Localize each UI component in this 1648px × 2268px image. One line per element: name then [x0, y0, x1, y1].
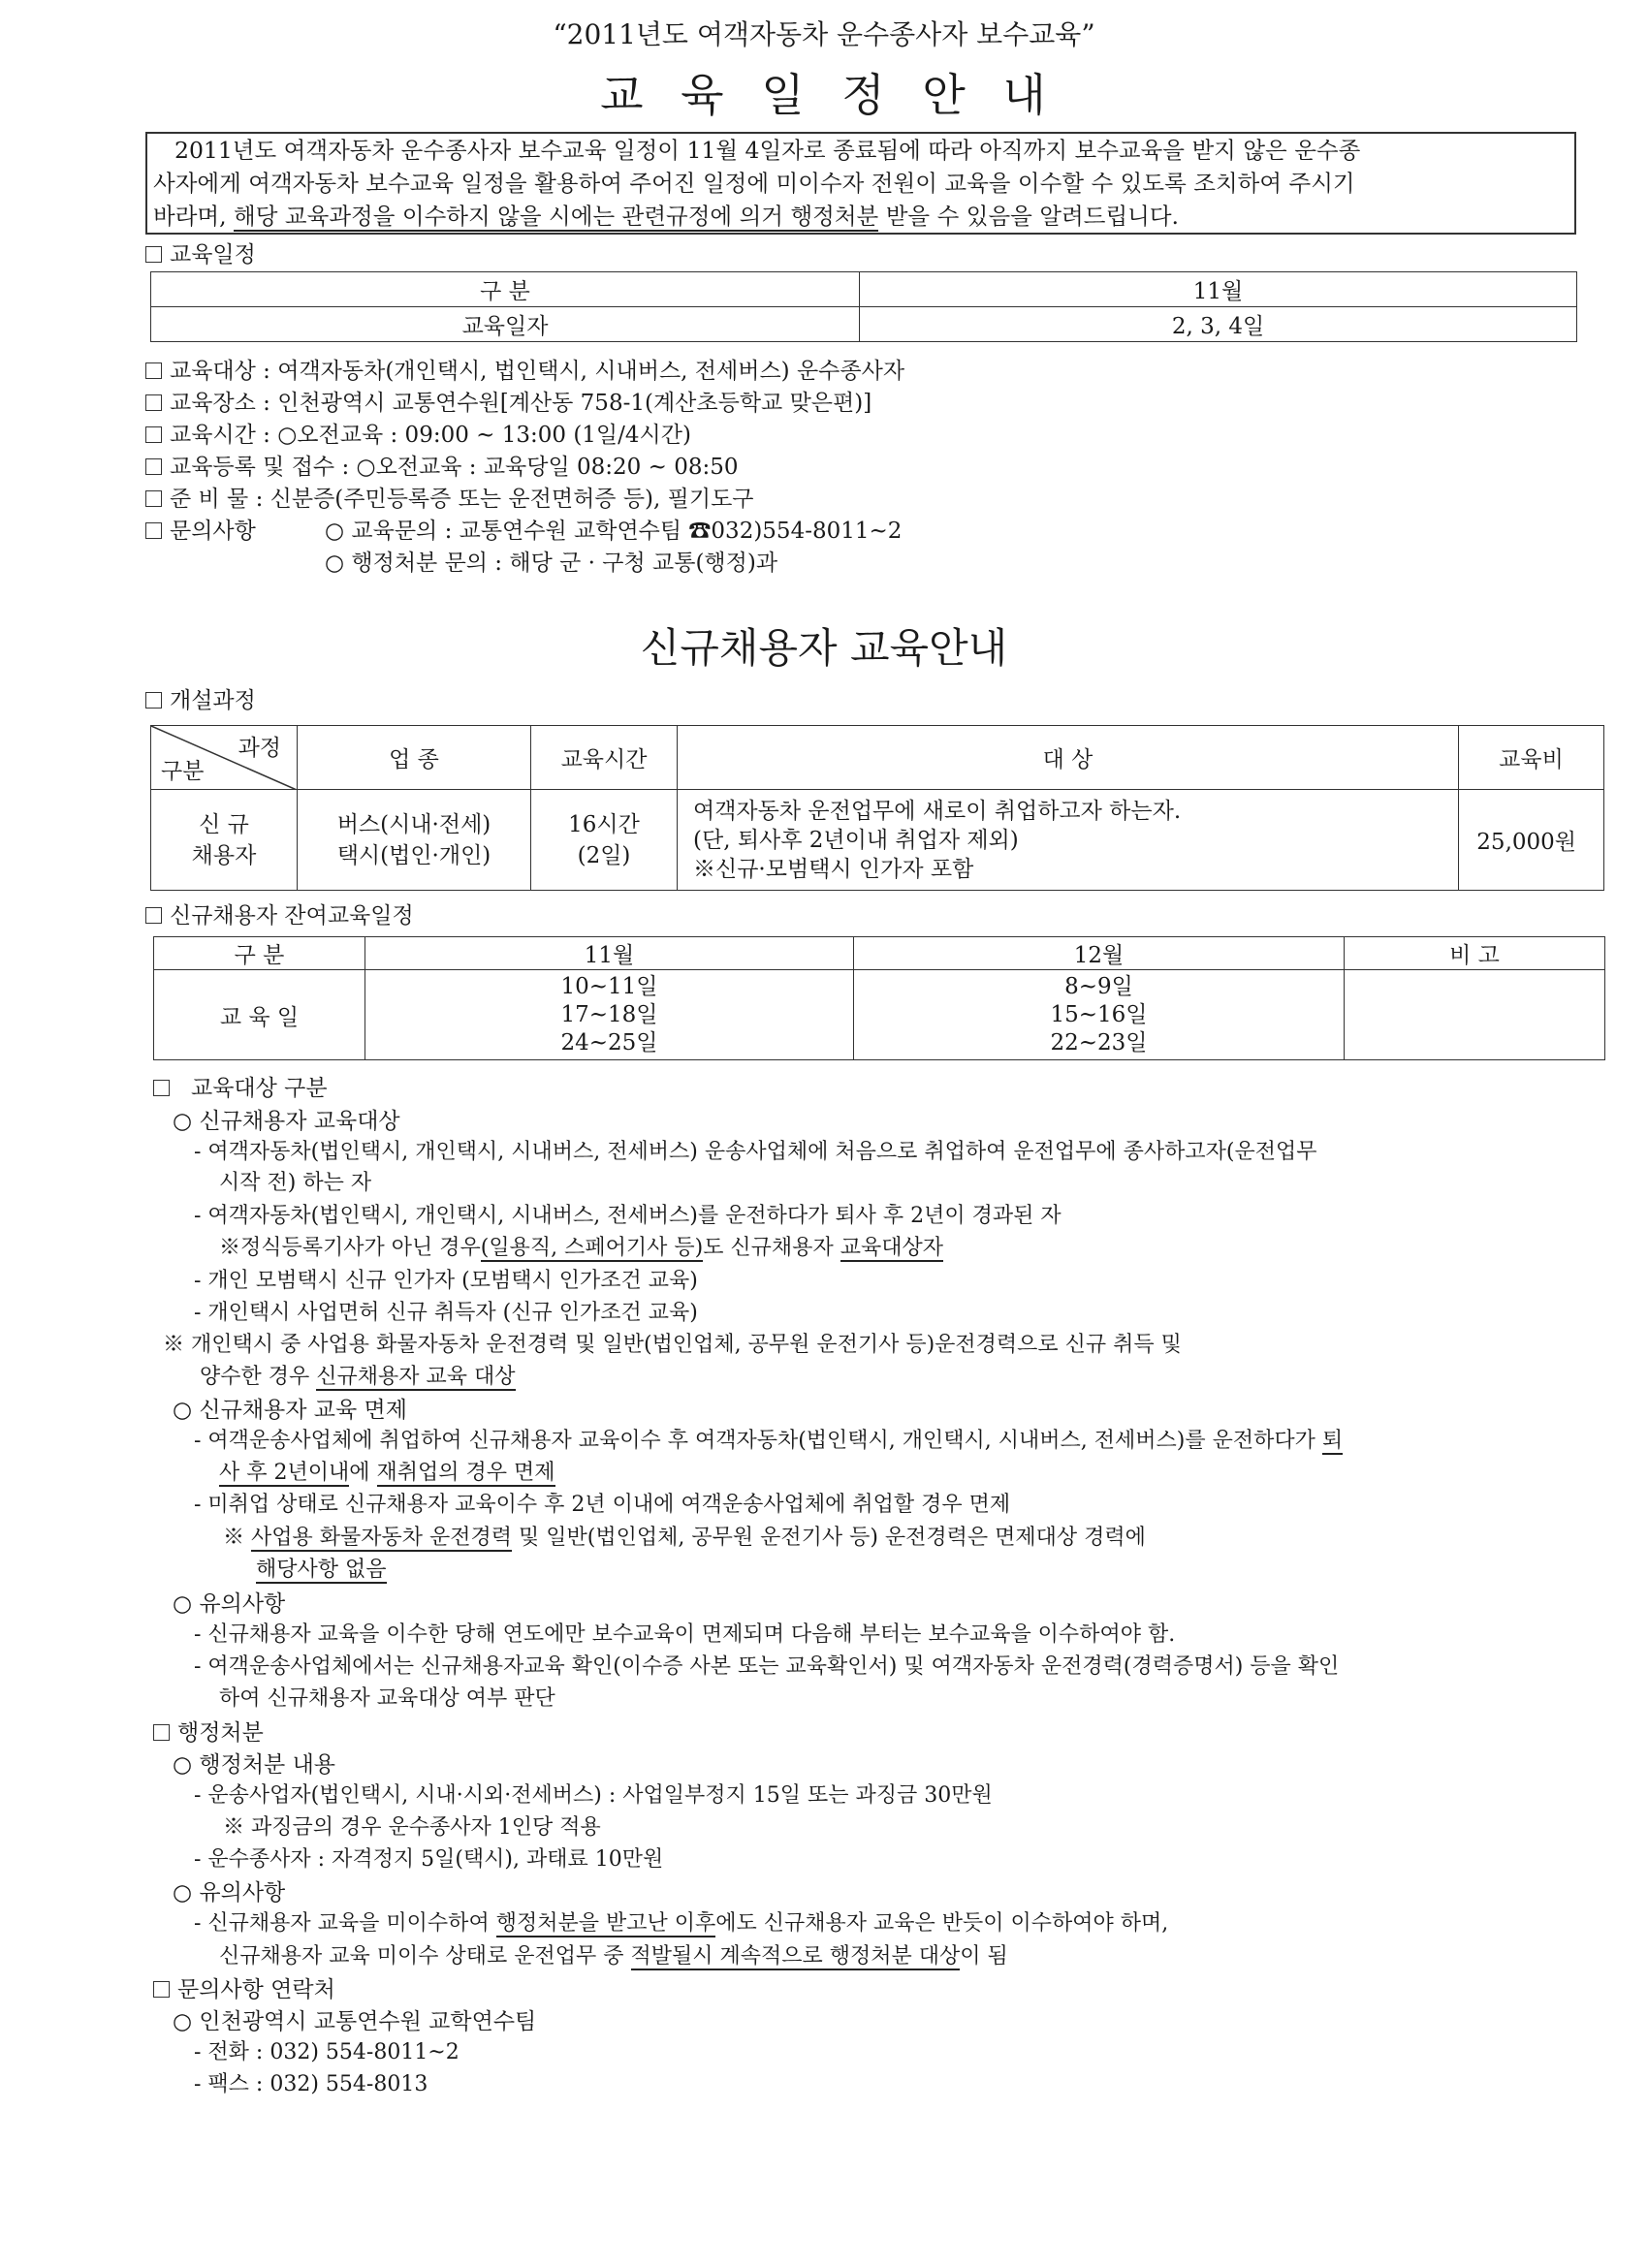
penalty-line: - 운송사업자(법인택시, 시내·시외·전세버스) : 사업일부정지 15일 또는 과징금 30만원	[194, 1783, 993, 1808]
remain-heading	[145, 898, 414, 929]
corner-top-label: 과정	[238, 736, 281, 761]
info-line	[145, 353, 904, 385]
table-cell	[531, 790, 678, 891]
date-text: 10~11일	[560, 973, 658, 999]
section-title: 신규채용자 교육안내	[640, 624, 1008, 672]
table-cell: 2, 3, 4일	[860, 307, 1577, 342]
table-cell	[298, 790, 531, 891]
info-line	[145, 449, 738, 481]
table-header-cell: 구 분	[154, 937, 365, 970]
penalty-line	[219, 1939, 1008, 1969]
intro-text: 바라며,	[153, 203, 235, 230]
target-line: - 여객자동차(법인택시, 개인택시, 시내버스, 전세버스)를 운전하다가 퇴사 후 2년이 경과된 자	[194, 1204, 1062, 1228]
checkbox-icon	[145, 246, 162, 263]
checkbox-icon	[153, 1724, 170, 1741]
target-line: - 신규채용자 교육을 이수한 당해 연도에만 보수교육이 면제되며 다음해 부터는 보수교육을 이수하여야 함.	[194, 1622, 1176, 1647]
table-header-cell: 대 상	[678, 726, 1459, 790]
corner-bottom-label: 구분	[161, 759, 205, 784]
table-header-cell: 12월	[854, 937, 1345, 970]
info-text: 교육등록 및 접수 : ○오전교육 : 교육당일 08:20 ~ 08:50	[170, 455, 739, 480]
inquiry-label	[145, 513, 256, 545]
target-text: ※신규·모범택시 인가자 포함	[693, 856, 974, 882]
target-line: - 개인 모범택시 신규 인가자 (모범택시 인가조건 교육)	[194, 1269, 698, 1293]
row-label: 신 규	[199, 811, 249, 837]
course-heading	[145, 682, 256, 714]
penalty-text: - 신규채용자 교육을 미이수하여	[194, 1911, 496, 1936]
table-header-cell: 업 종	[298, 726, 531, 790]
checkbox-icon	[153, 1981, 170, 1998]
table-header-cell: 구 분	[151, 272, 860, 307]
target-text: 여객자동차 운전업무에 새로이 취업하고자 하는자.	[693, 798, 1182, 824]
penalty-text: 이 됨	[960, 1944, 1008, 1969]
target-line	[219, 1456, 555, 1486]
date-text: 17~18일	[560, 1001, 658, 1027]
inquiry-line: ○ 행정처분 문의 : 해당 군 · 구청 교통(행정)과	[325, 551, 778, 576]
target-line: 하여 신규채용자 교육대상 여부 판단	[219, 1686, 555, 1711]
target-line	[200, 1360, 516, 1390]
target-text: ※	[223, 1526, 251, 1550]
table-cell	[1345, 970, 1605, 1060]
table-cell	[151, 790, 298, 891]
date-text: 24~25일	[560, 1029, 658, 1055]
table-header-cell: 비 고	[1345, 937, 1605, 970]
remain-schedule-table	[153, 936, 1605, 1060]
info-text: 준 비 물 : 신분증(주민등록증 또는 운전면허증 등), 필기도구	[170, 487, 754, 512]
intro-line: 2011년도 여객자동차 운수종사자 보수교육 일정이 11월 4일자로 종료됨에 따라 아직까지 보수교육을 받지 않은 운수종	[174, 137, 1361, 164]
checkbox-icon	[145, 522, 162, 539]
table-cell	[365, 970, 854, 1060]
table-header-cell: 11월	[365, 937, 854, 970]
course-table	[150, 725, 1604, 891]
target-emphasis: 퇴	[1321, 1429, 1344, 1453]
date-text: 15~16일	[1050, 1001, 1148, 1027]
target-emphasis: 해당사항 없음	[256, 1558, 387, 1582]
penalty-line: - 운수종사자 : 자격정지 5일(택시), 과태료 10만원	[194, 1847, 664, 1872]
heading-text: 문의사항 연락처	[177, 1977, 335, 2002]
heading-text: 개설과정	[170, 688, 256, 713]
target-line: - 미취업 상태로 신규채용자 교육이수 후 2년 이내에 여객운송사업체에 취업할 경우 면제	[194, 1493, 1011, 1517]
penalty-emphasis: 적발될시 계속적으로 행정처분 대상	[630, 1944, 961, 1969]
target-emphasis: 사업용 화물자동차 운전경력	[251, 1526, 513, 1550]
target-text: 양수한 경우	[200, 1365, 317, 1389]
checkbox-icon	[145, 907, 162, 924]
heading-text: 행정처분	[177, 1720, 264, 1746]
schedule-heading	[145, 236, 256, 268]
inquiry-line: ○ 교육문의 : 교통연수원 교학연수팀 ☎032)554-8011~2	[325, 519, 903, 544]
target-emphasis: 교육대상자	[840, 1236, 943, 1260]
intro-line	[153, 200, 1569, 233]
info-text: 교육장소 : 인천광역시 교통연수원[계산동 758-1(계산초등학교 맞은편)]	[170, 391, 872, 416]
penalty-heading	[153, 1715, 264, 1747]
target-emphasis: (일용직, 스페어기사 등)	[480, 1236, 704, 1260]
heading-text: 교육대상 구분	[191, 1076, 328, 1101]
info-line	[145, 481, 754, 513]
table-cell: 교 육 일	[154, 970, 365, 1060]
target-line	[223, 1521, 1146, 1551]
target-line: - 개인택시 사업면허 신규 취득자 (신규 인가조건 교육)	[194, 1301, 698, 1325]
target-emphasis: 신규채용자 교육 대상	[316, 1365, 516, 1389]
checkbox-icon	[145, 394, 162, 411]
target-emphasis: 재취업의 경우 면제	[376, 1461, 555, 1485]
info-text: 교육시간 : ○오전교육 : 09:00 ~ 13:00 (1일/4시간)	[170, 423, 691, 448]
info-text: 교육대상 : 여객자동차(개인택시, 법인택시, 시내버스, 전세버스) 운수종사자	[170, 359, 905, 384]
target-emphasis: 사 후 2년이내	[219, 1461, 350, 1485]
table-cell: 교육일자	[151, 307, 860, 342]
type-text: 택시(법인·개인)	[336, 842, 491, 868]
contact-org: ○ 인천광역시 교통연수원 교학연수팀	[173, 2009, 537, 2034]
checkbox-icon	[145, 362, 162, 379]
intro-notice-box	[145, 132, 1576, 235]
table-cell	[678, 790, 1459, 891]
date-text: 22~23일	[1050, 1029, 1148, 1055]
hours-text: 16시간	[568, 811, 640, 837]
type-text: 버스(시내·전세)	[336, 811, 491, 837]
document-title: 교 육 일 정 안 내	[600, 69, 1048, 121]
heading-text: 교육일정	[170, 242, 256, 268]
corner-header-cell	[151, 726, 298, 790]
target-text: ※정식등록기사가 아닌 경우	[219, 1236, 481, 1260]
penalty-text: 신규채용자 교육 미이수 상태로 운전업무 중	[219, 1944, 631, 1969]
target-line	[194, 1424, 1343, 1454]
target-line: ※ 개인택시 중 사업용 화물자동차 운전경력 및 일반(법인업체, 공무원 운전기사 등)운전경력으로 신규 취득 및	[163, 1333, 1182, 1357]
contact-fax: - 팩스 : 032) 554-8013	[194, 2072, 428, 2096]
table-header-cell: 11월	[860, 272, 1577, 307]
target-subheading: ○ 유의사항	[173, 1591, 286, 1617]
checkbox-icon	[145, 426, 162, 443]
penalty-subheading: ○ 행정처분 내용	[173, 1752, 335, 1778]
checkbox-icon	[145, 692, 162, 709]
penalty-text: 에도 신규채용자 교육은 반듯이 이수하여야 하며,	[715, 1911, 1169, 1936]
target-line	[256, 1553, 387, 1583]
table-header-cell: 교육비	[1459, 726, 1604, 790]
table-cell: 25,000원	[1459, 790, 1604, 891]
document-subtitle: “2011년도 여객자동차 운수종사자 보수교육”	[553, 18, 1095, 50]
schedule-table	[150, 271, 1577, 342]
target-text: (단, 퇴사후 2년이내 취업자 제외)	[693, 827, 1019, 853]
row-label: 채용자	[191, 842, 257, 868]
target-line: 시작 전) 하는 자	[219, 1171, 372, 1195]
target-subheading: ○ 신규채용자 교육 면제	[173, 1398, 407, 1423]
target-heading	[153, 1070, 328, 1102]
target-line	[219, 1231, 943, 1261]
inquiry-text: 문의사항	[170, 519, 256, 544]
date-text: 8~9일	[1064, 973, 1133, 999]
target-line: - 여객자동차(법인택시, 개인택시, 시내버스, 전세버스) 운송사업체에 처음으로 취업하여 운전업무에 종사하고자(운전업무	[194, 1140, 1317, 1164]
table-cell	[854, 970, 1345, 1060]
target-text: - 여객운송사업체에 취업하여 신규채용자 교육이수 후 여객자동차(법인택시, 개인택시, 시내버스, 전세버스)를 운전하다가	[194, 1429, 1322, 1453]
heading-text: 신규채용자 잔여교육일정	[170, 903, 414, 929]
hours-text: (2일)	[577, 842, 631, 868]
penalty-subheading: ○ 유의사항	[173, 1880, 286, 1906]
table-header-cell: 교육시간	[531, 726, 678, 790]
intro-emphasis: 해당 교육과정을 이수하지 않을 시에는 관련규정에 의거 행정처분	[234, 203, 879, 230]
penalty-emphasis: 행정처분을 받고난 이후	[495, 1911, 716, 1936]
checkbox-icon	[153, 1080, 170, 1096]
checkbox-icon	[145, 490, 162, 507]
contact-heading	[153, 1971, 335, 2003]
penalty-line	[194, 1906, 1168, 1937]
target-line: - 여객운송사업체에서는 신규채용자교육 확인(이수증 사본 또는 교육확인서) 및 여객자동차 운전경력(경력증명서) 등을 확인	[194, 1654, 1340, 1679]
checkbox-icon	[145, 458, 162, 475]
target-text: 에	[349, 1461, 377, 1485]
intro-line: 사자에게 여객자동차 보수교육 일정을 활용하여 주어진 일정에 미이수자 전원이 교육을 이수할 수 있도록 조치하여 주시기	[153, 170, 1355, 197]
penalty-line: ※ 과징금의 경우 운수종사자 1인당 적용	[223, 1815, 601, 1840]
target-subheading: ○ 신규채용자 교육대상	[173, 1109, 400, 1134]
info-line	[145, 417, 691, 449]
target-text: 및 일반(법인업체, 공무원 운전기사 등) 운전경력은 면제대상 경력에	[512, 1526, 1146, 1550]
info-line	[145, 385, 872, 417]
contact-phone: - 전화 : 032) 554-8011~2	[194, 2040, 460, 2064]
target-text: 도 신규채용자	[703, 1236, 840, 1260]
intro-text: 받을 수 있음을 알려드립니다.	[878, 203, 1180, 230]
